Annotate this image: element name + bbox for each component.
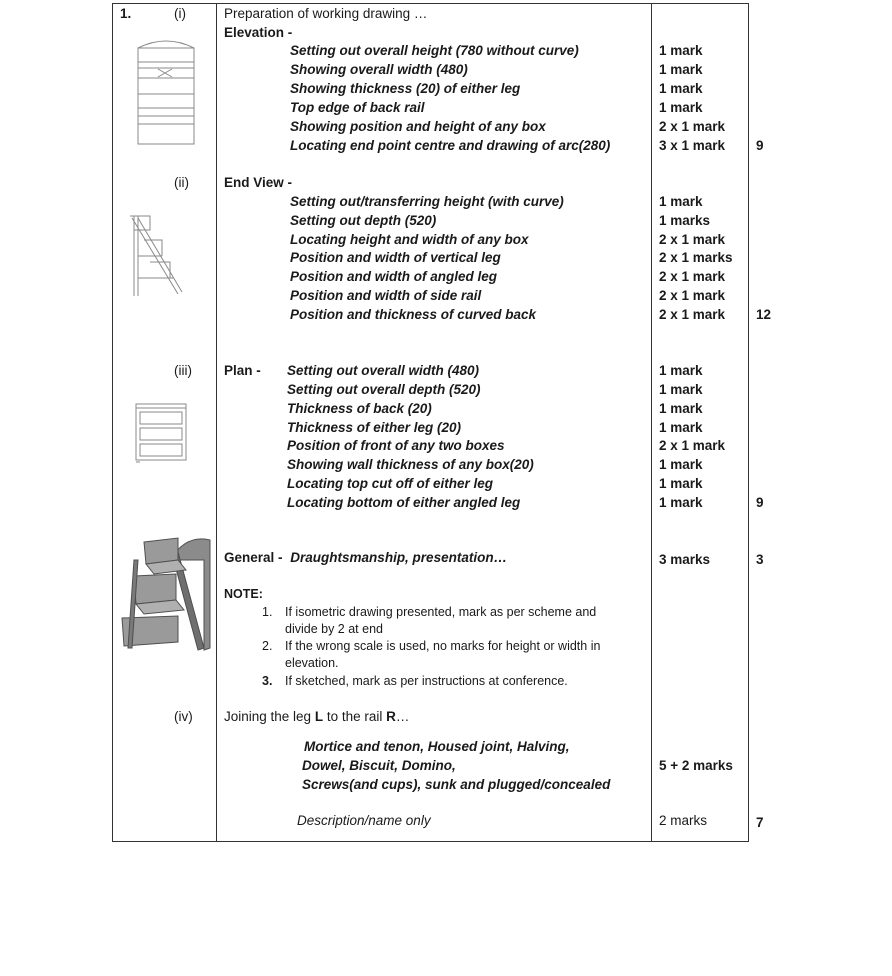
joint-option: Dowel, Biscuit, Domino, bbox=[302, 758, 456, 773]
mark-value: 1 mark bbox=[659, 495, 703, 510]
criterion: Setting out depth (520) bbox=[290, 213, 437, 228]
part-label-ii: (ii) bbox=[174, 175, 189, 190]
part-i-heading: Elevation - bbox=[224, 25, 293, 40]
mark-value: 2 marks bbox=[659, 813, 708, 828]
mark-value: 3 marks bbox=[659, 552, 711, 567]
part-ii-heading: End View - bbox=[224, 175, 293, 190]
mark-value: 1 mark bbox=[659, 194, 703, 209]
criterion: Position of front of any two boxes bbox=[287, 438, 505, 453]
part-i-intro: Preparation of working drawing … bbox=[224, 6, 428, 21]
criterion: Setting out overall width (480) bbox=[287, 363, 480, 378]
note-number: 3. bbox=[262, 674, 273, 688]
note-line: elevation. bbox=[285, 656, 339, 670]
criterion: Top edge of back rail bbox=[290, 100, 425, 115]
criterion: Position and width of vertical leg bbox=[290, 250, 501, 265]
planter-isometric-icon bbox=[118, 530, 214, 652]
question-number: 1. bbox=[120, 6, 132, 21]
mark-value: 1 mark bbox=[659, 420, 703, 435]
part-total: 9 bbox=[756, 138, 764, 153]
general-text: Draughtsmanship, presentation… bbox=[290, 550, 508, 565]
criterion: Position and thickness of curved back bbox=[290, 307, 537, 322]
mark-value: 1 mark bbox=[659, 363, 703, 378]
column-divider-2 bbox=[651, 3, 652, 842]
joint-option: Screws(and cups), sunk and plugged/concealed bbox=[302, 777, 611, 792]
part-label-iv: (iv) bbox=[174, 709, 193, 724]
mark-value: 2 x 1 mark bbox=[659, 232, 726, 247]
criterion: Setting out overall height (780 without curve) bbox=[290, 43, 579, 58]
criterion: Thickness of either leg (20) bbox=[287, 420, 462, 435]
mark-value: 2 x 1 mark bbox=[659, 288, 726, 303]
mark-value: 1 mark bbox=[659, 457, 703, 472]
criterion: Locating height and width of any box bbox=[290, 232, 529, 247]
criterion: Showing thickness (20) of either leg bbox=[290, 81, 521, 96]
criterion: Thickness of back (20) bbox=[287, 401, 432, 416]
part-total: 9 bbox=[756, 495, 764, 510]
column-divider-1 bbox=[216, 3, 217, 842]
mark-value: 1 mark bbox=[659, 401, 703, 416]
note-heading: NOTE: bbox=[224, 587, 263, 601]
note-line: divide by 2 at end bbox=[285, 622, 383, 636]
part-label-i: (i) bbox=[174, 6, 186, 21]
mark-value: 2 x 1 mark bbox=[659, 438, 726, 453]
part-total: 12 bbox=[756, 307, 772, 322]
criterion: Locating top cut off of either leg bbox=[287, 476, 493, 491]
mark-value: 1 mark bbox=[659, 100, 703, 115]
mark-value: 1 mark bbox=[659, 62, 703, 77]
note-line: If sketched, mark as per instructions at conference. bbox=[285, 674, 568, 688]
note-number: 2. bbox=[262, 639, 273, 653]
part-label-iii: (iii) bbox=[174, 363, 192, 378]
note-number: 1. bbox=[262, 605, 273, 619]
criterion: Showing wall thickness of any box(20) bbox=[287, 457, 534, 472]
plan-drawing-icon bbox=[132, 402, 190, 466]
mark-value: 2 x 1 marks bbox=[659, 250, 733, 265]
criterion: Position and width of side rail bbox=[290, 288, 482, 303]
mark-value: 1 marks bbox=[659, 213, 711, 228]
criterion: Showing position and height of any box bbox=[290, 119, 546, 134]
criterion: Showing overall width (480) bbox=[290, 62, 468, 77]
elevation-drawing-icon bbox=[132, 38, 208, 150]
criterion: Locating end point centre and drawing of arc(280) bbox=[290, 138, 611, 153]
joint-option: Mortice and tenon, Housed joint, Halving, bbox=[304, 739, 570, 754]
criterion: Locating bottom of either angled leg bbox=[287, 495, 521, 510]
mark-value: 1 mark bbox=[659, 81, 703, 96]
mark-value: 2 x 1 mark bbox=[659, 307, 726, 322]
mark-value: 2 x 1 mark bbox=[659, 269, 726, 284]
part-iv-intro: Joining the leg L to the rail R… bbox=[224, 709, 410, 724]
mark-value: 2 x 1 mark bbox=[659, 119, 726, 134]
mark-value: 3 x 1 mark bbox=[659, 138, 726, 153]
note-line: If the wrong scale is used, no marks for height or width in bbox=[285, 639, 601, 653]
criterion: Setting out/transferring height (with curve) bbox=[290, 194, 564, 209]
mark-value: 1 mark bbox=[659, 382, 703, 397]
note-line: If isometric drawing presented, mark as per scheme and bbox=[285, 605, 597, 619]
general-row bbox=[224, 549, 507, 567]
part-total: 7 bbox=[756, 815, 764, 830]
mark-value: 5 + 2 marks bbox=[659, 758, 733, 773]
general-heading: General - bbox=[224, 550, 283, 565]
mark-value: 1 mark bbox=[659, 476, 703, 491]
part-total: 3 bbox=[756, 552, 764, 567]
criterion: Position and width of angled leg bbox=[290, 269, 497, 284]
mark-value: 1 mark bbox=[659, 43, 703, 58]
end-view-drawing-icon bbox=[128, 212, 188, 300]
part-iii-heading: Plan - bbox=[224, 363, 261, 378]
description-note: Description/name only bbox=[297, 813, 431, 828]
criterion: Setting out overall depth (520) bbox=[287, 382, 481, 397]
